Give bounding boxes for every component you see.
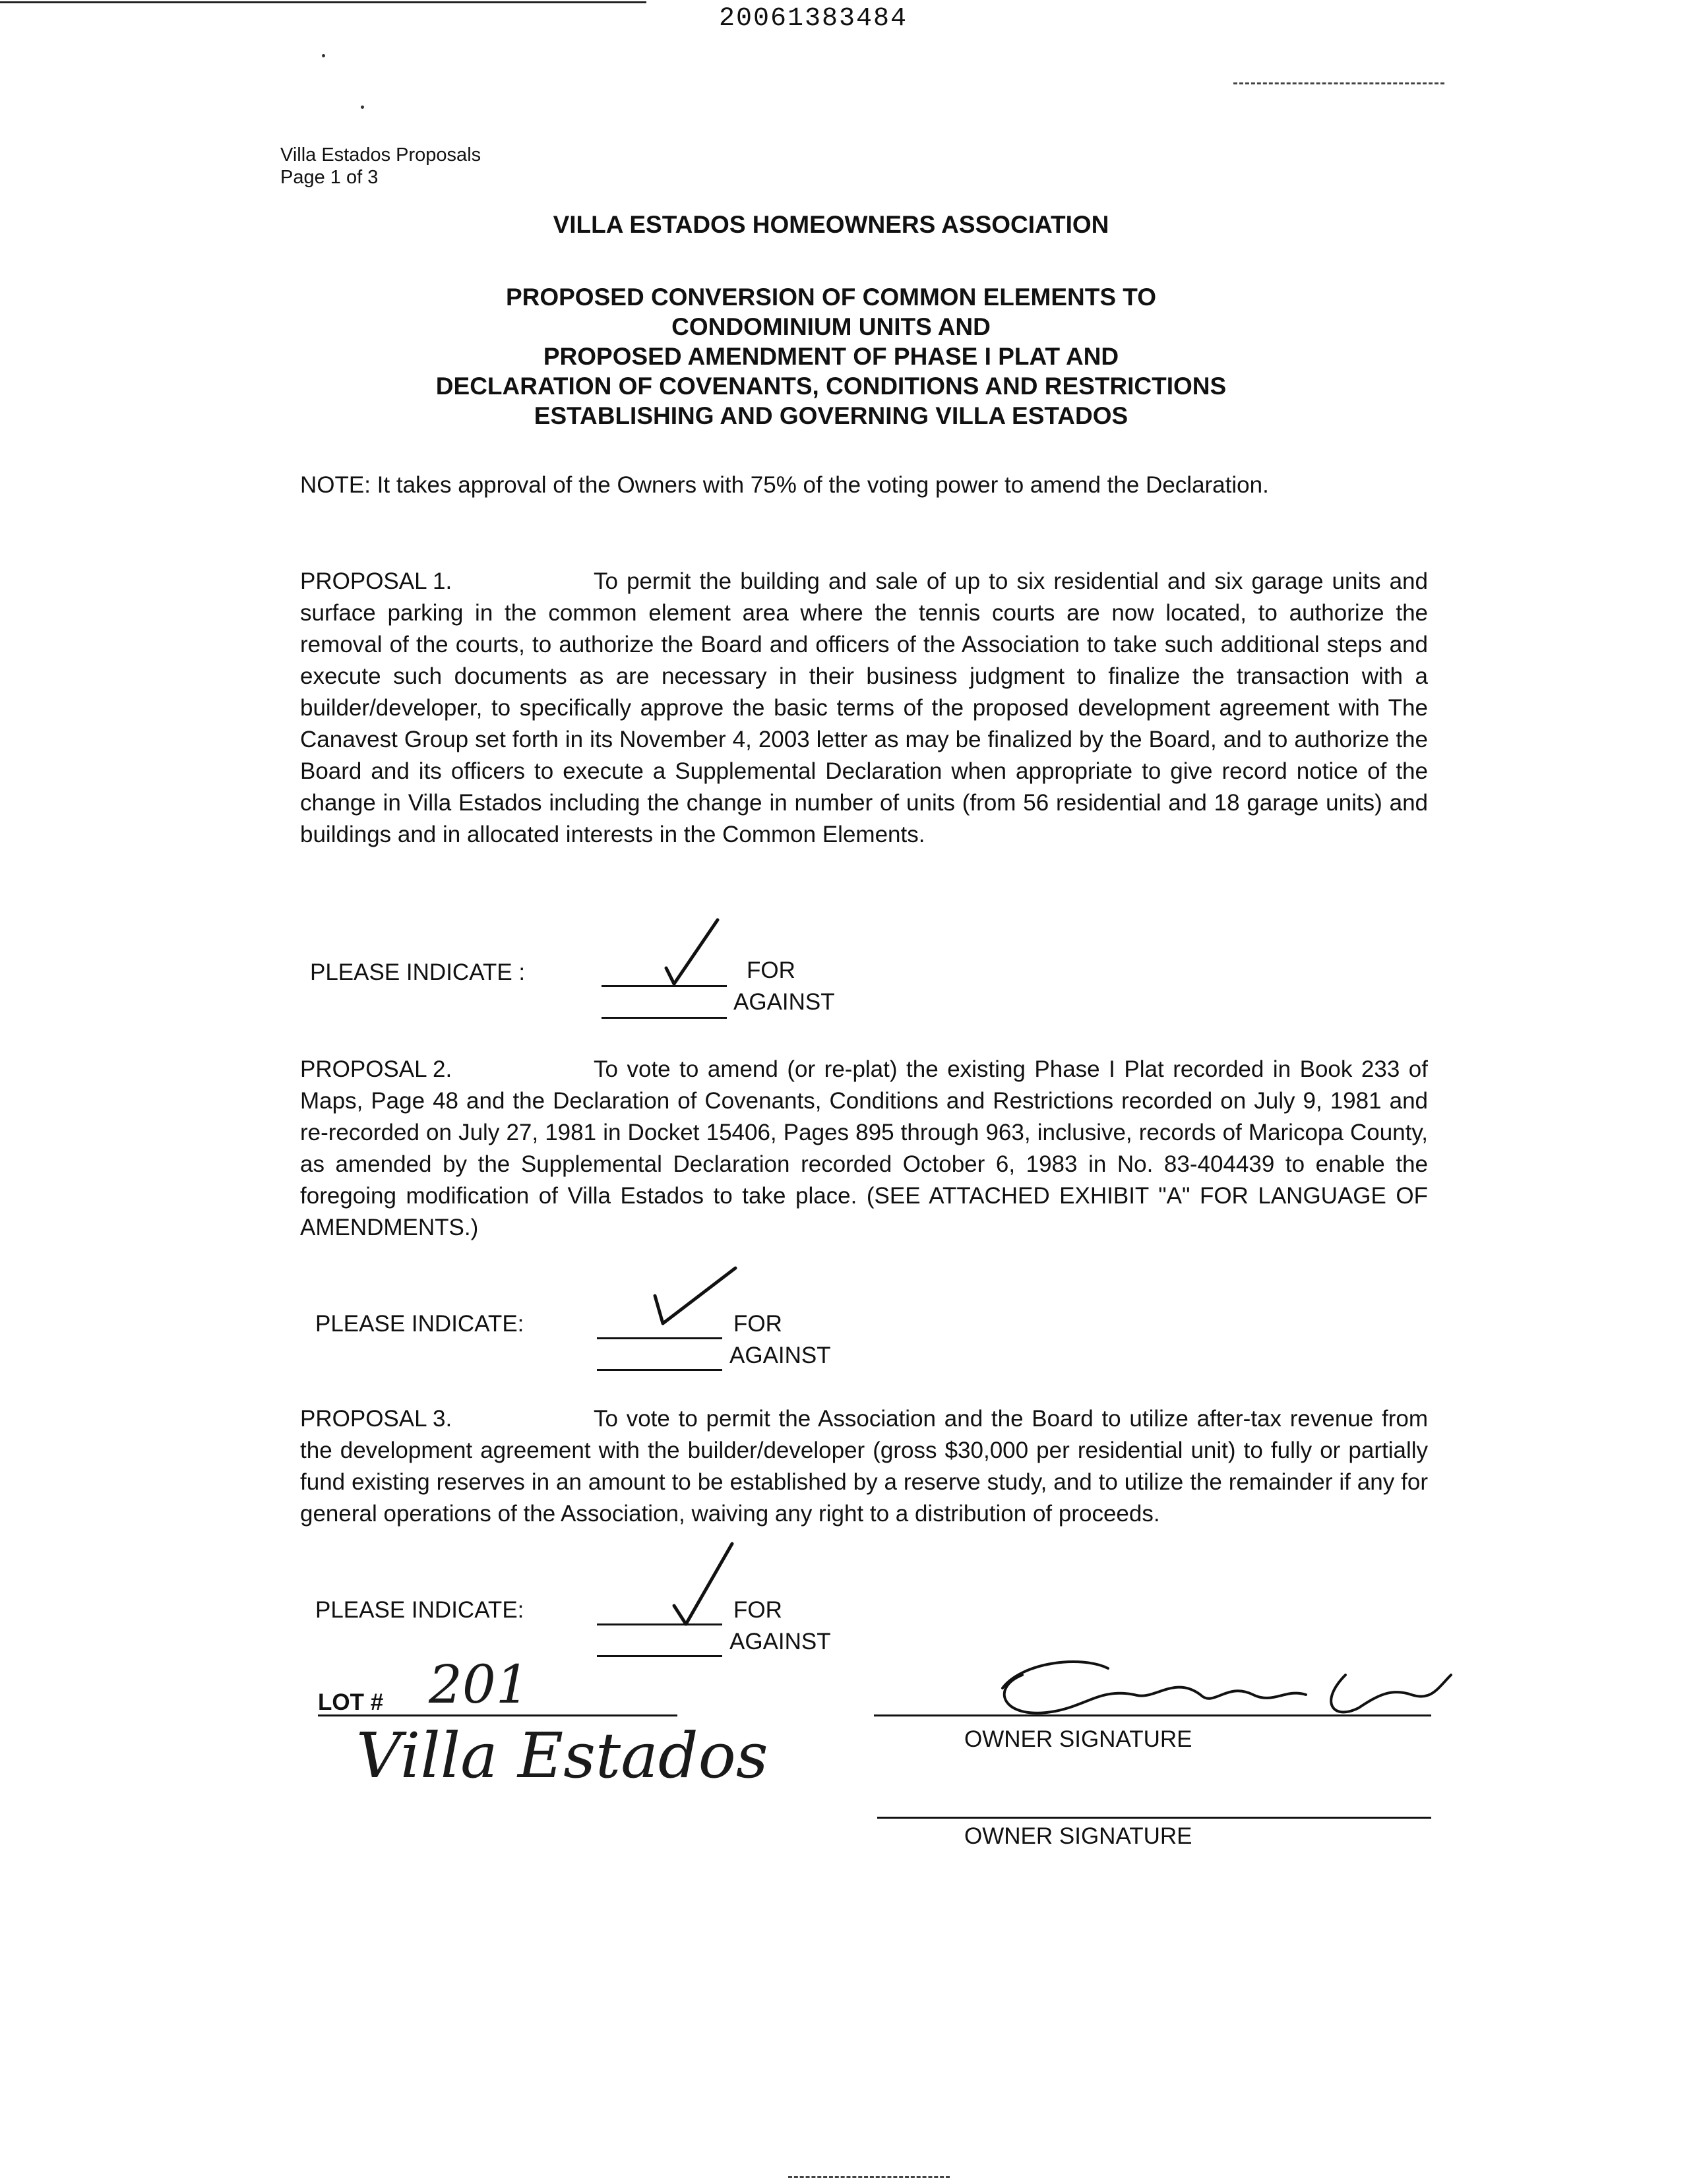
lot-label: LOT # [318, 1689, 384, 1715]
title-line-2: PROPOSED CONVERSION OF COMMON ELEMENTS TO [505, 284, 1157, 311]
proposal-2-indicate-label: PLEASE INDICATE: [315, 1311, 524, 1337]
proposal-1-checkmark [653, 917, 732, 996]
proposal-2 [300, 1054, 1428, 1244]
owner-signature-handwritten [989, 1662, 1413, 1717]
proposal-3-indicate-label: PLEASE INDICATE: [315, 1597, 524, 1623]
proposal-3-text: To vote to permit the Association and the Board to utilize after-tax revenue from the development agreement with the builder/developer (gross $30,000 per residential unit) to fully or partially fund existing reserves in an amount to be established by a reserve study, and to utilize the remainder if any for general operations of the Association, waiving any right to a distribution of proceeds. [300, 1406, 1428, 1527]
scan-speck [361, 106, 364, 109]
proposal-3-label: PROPOSAL 3. [300, 1406, 452, 1432]
proposal-1 [300, 566, 1428, 851]
proposal-2-checkmark [643, 1263, 742, 1335]
document-number: 20061383484 [719, 4, 908, 34]
proposal-1-against-label: AGAINST [733, 989, 835, 1015]
owner-signature-line-2[interactable] [877, 1817, 1431, 1819]
proposal-1-text: To permit the building and sale of up to six residential and six garage units and surface parking in the common element area where the tennis courts are now located, to authorize the removal of the courts, to authorize the Board and officers of the Association to take such additional steps and execute such documents as are necessary in their business judgment to finalize the transaction with a builder/developer, to specifically approve the basic terms of the proposed development agreement with The Canavest Group set forth in its November 4, 2003 letter as may be finalized by the Board, and to authorize the Board and its officers to execute a Supplemental Declaration when appropriate to give record notice of the change in Villa Estados including the change in number of units (from 56 residential and 18 garage units) and buildings and in allocated interests in the Common Elements. [300, 568, 1428, 847]
proposal-3-for-label: FOR [733, 1597, 782, 1623]
title-line-3: CONDOMINIUM UNITS AND [671, 313, 991, 340]
proposal-2-label: PROPOSAL 2. [300, 1056, 452, 1082]
lot-number-handwritten: 201 [429, 1654, 530, 1715]
lot-handwritten-note: Villa Estados [356, 1720, 768, 1792]
scan-dash-top [1233, 82, 1444, 84]
proposal-3-checkmark [666, 1540, 745, 1632]
owner-signature-line-1 [874, 1714, 1431, 1716]
header-line-1: Villa Estados Proposals [280, 144, 481, 166]
proposal-1-label: PROPOSAL 1. [300, 568, 452, 594]
proposal-3 [300, 1403, 1428, 1530]
proposal-1-indicate-label: PLEASE INDICATE : [310, 959, 526, 985]
owner-signature-label-1: OWNER SIGNATURE [964, 1726, 1192, 1752]
note-paragraph: NOTE: It takes approval of the Owners with 75% of the voting power to amend the Declaration. [300, 472, 1269, 498]
proposal-1-for-label: FOR [747, 957, 795, 983]
proposal-2-text: To vote to amend (or re-plat) the existing Phase I Plat recorded in Book 233 of Maps, Page 48 and the Declaration of Covenants, Conditions and Restrictions recorded on July 9, 1981 and re-recorded on July 27, 1981 in Docket 15406, Pages 895 through 963, inclusive, records of Maricopa County, as amended by the Supplemental Declaration recorded October 6, 1983 in No. 83-404439 to enable the foregoing modification of Villa Estados to take place. (SEE ATTACHED EXHIBIT "A" FOR LANGUAGE OF AMENDMENTS.) [300, 1056, 1428, 1240]
scan-top-rule [0, 1, 646, 3]
scan-dash-bottom [788, 2176, 950, 2178]
owner-signature-label-2: OWNER SIGNATURE [964, 1823, 1192, 1849]
title-association: VILLA ESTADOS HOMEOWNERS ASSOCIATION [553, 211, 1109, 238]
title-line-6: ESTABLISHING AND GOVERNING VILLA ESTADOS [534, 402, 1128, 429]
header-line-2: Page 1 of 3 [280, 167, 379, 188]
proposal-3-against-label: AGAINST [729, 1629, 831, 1654]
proposal-2-against-blank[interactable] [597, 1341, 722, 1371]
proposal-2-against-label: AGAINST [729, 1343, 831, 1368]
proposal-2-for-label: FOR [733, 1311, 782, 1337]
scan-speck [322, 54, 325, 57]
title-line-5: DECLARATION OF COVENANTS, CONDITIONS AND RESTRICTIONS [435, 373, 1227, 400]
title-line-4: PROPOSED AMENDMENT OF PHASE I PLAT AND [543, 343, 1119, 370]
